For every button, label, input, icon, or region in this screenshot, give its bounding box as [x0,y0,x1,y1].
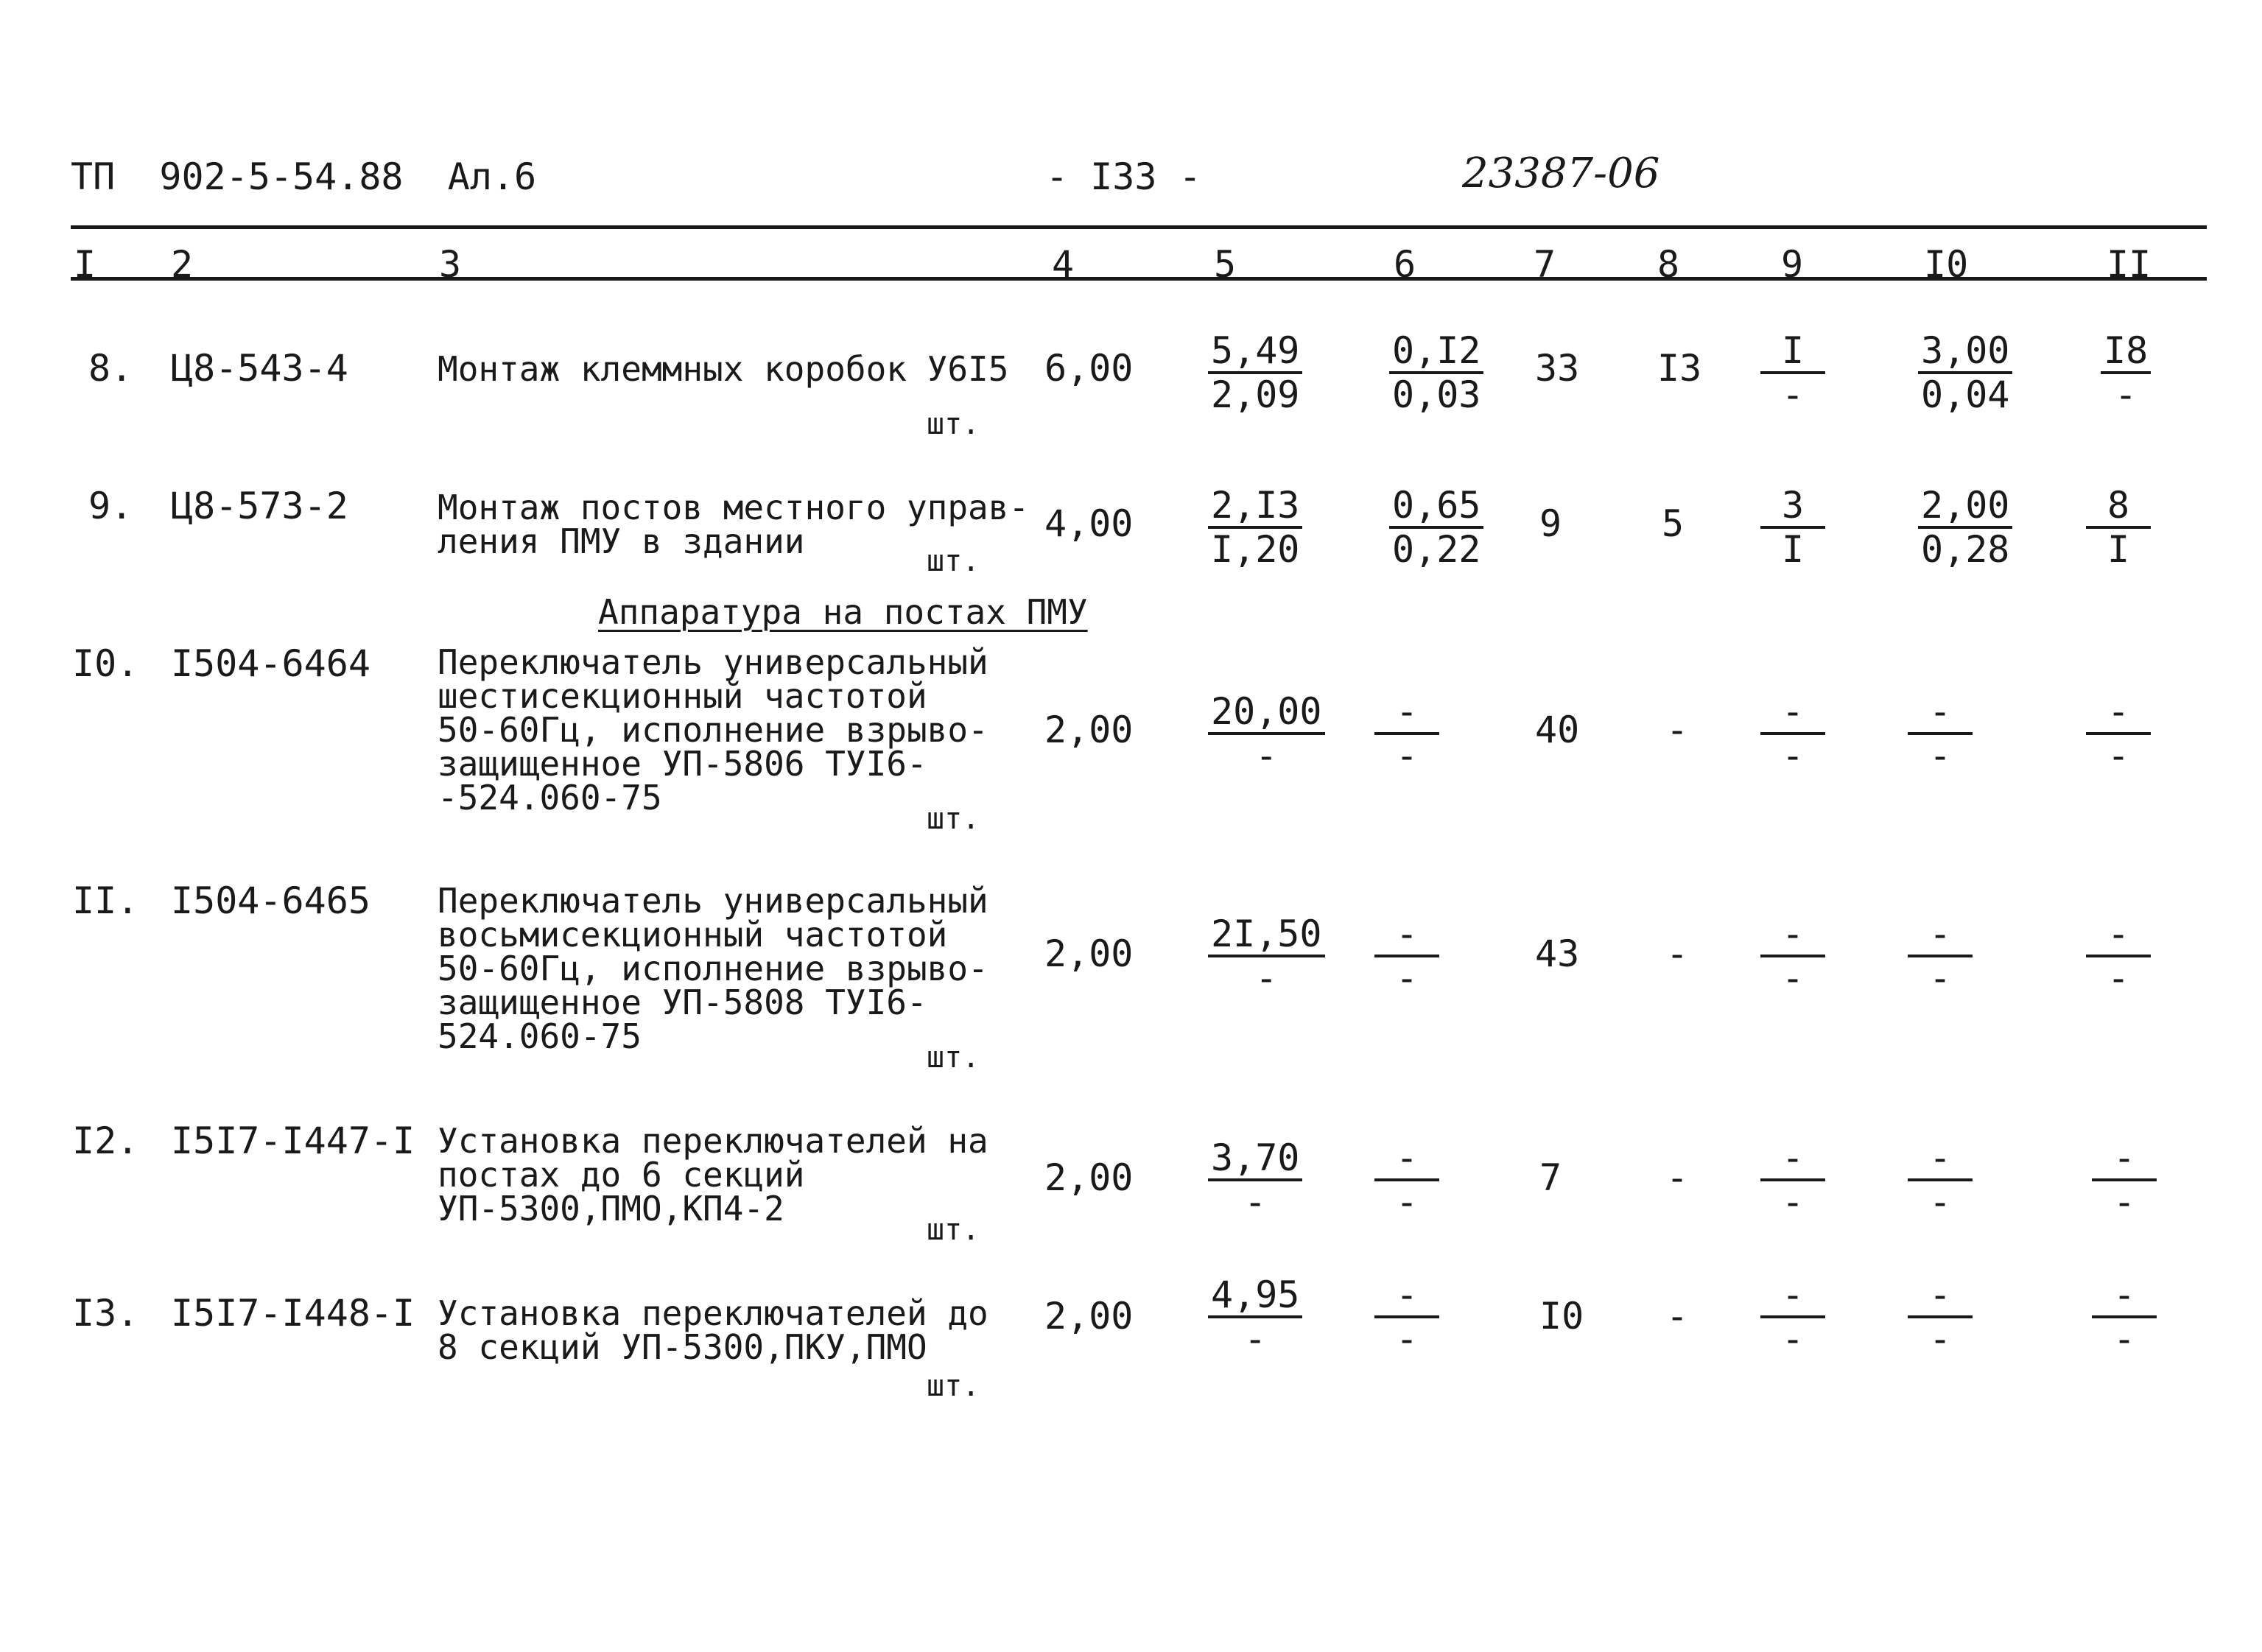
col-9: 9 [1781,243,1804,286]
row-number: I0. [72,642,139,685]
cell-col7: 7 [1539,1156,1562,1199]
row-code: Ц8-573-2 [171,485,348,527]
cell-col8: - [1666,709,1689,751]
row-desc-line: Монтаж клеммных коробок У6I5 [438,349,1009,389]
cell-col11: - - [2092,1274,2157,1360]
cell-col10: - - [1908,1274,1973,1360]
cell-col10: $\frac{3,00}{0,04}$ [1918,330,2012,415]
cell-col8: I3 [1657,347,1702,390]
row-desc-line: -524.060-75 [438,778,662,818]
cell-col5: $\frac{5,49}{2,09}$ [1208,330,1302,415]
cell-col5: $\frac{2,I3}{I,20}$ [1208,485,1302,570]
cell-col8: - [1666,1156,1689,1199]
row-desc-line: 50-60Гц, исполнение взрыво- [438,710,988,750]
header-top-rule [71,225,2207,229]
cell-col9: - - [1760,1137,1825,1223]
row-desc-line: 50-60Гц, исполнение взрыво- [438,949,988,988]
row-qty: 2,00 [1044,709,1134,751]
cell-col11: $\frac{8}{I}$ [2086,485,2151,570]
col-6: 6 [1394,243,1416,286]
cell-col9: - - [1760,913,1825,999]
row-unit: шт. [927,1213,980,1247]
row-qty: 4,00 [1044,502,1134,545]
cell-col9: I - [1760,330,1825,415]
cell-col7: 43 [1535,932,1580,975]
col-8: 8 [1657,243,1680,286]
row-desc-line: 8 секций УП-5300,ПКУ,ПМО [438,1327,927,1367]
cell-col9: - - [1760,1274,1825,1360]
inventory-number: 23387-06 [1462,150,1660,197]
cell-col8: - [1666,932,1689,975]
cell-col8: 5 [1662,502,1685,545]
row-unit: шт. [927,1041,980,1075]
row-qty: 6,00 [1044,347,1134,390]
row-desc-line: УП-5300,ПМО,КП4-2 [438,1189,784,1229]
cell-col6: - - [1374,913,1439,999]
row-desc-line: восьмисекционный частотой [438,915,948,955]
cell-col10: - - [1908,913,1973,999]
row-unit: шт. [927,1369,980,1403]
row-qty: 2,00 [1044,1295,1134,1338]
cell-col5: 3,70 - [1208,1137,1302,1223]
row-desc-line: 524.060-75 [438,1016,642,1056]
cell-col6: $\frac{0,I2}{0,03}$ [1389,330,1483,415]
cell-col6: $\frac{0,65}{0,22}$ [1389,485,1483,570]
row-number: I3. [72,1292,139,1335]
row-desc-line: Переключатель универсальный [438,881,988,921]
cell-col6: - - [1374,1274,1439,1360]
row-qty: 2,00 [1044,932,1134,975]
col-2: 2 [171,243,194,286]
col-1: I [74,243,96,286]
row-desc-line: ления ПМУ в здании [438,521,805,561]
row-code: I504-6465 [171,879,370,922]
col-5: 5 [1214,243,1237,286]
cell-col8: - [1666,1295,1689,1338]
row-number: II. [72,879,139,922]
row-desc-line: защищенное УП-5808 ТУI6- [438,983,927,1022]
cell-col5: 2I,50 - [1208,913,1325,999]
col-3: 3 [439,243,462,286]
row-unit: шт. [927,802,980,836]
row-qty: 2,00 [1044,1156,1134,1199]
cell-col6: - - [1374,1137,1439,1223]
cell-col10: - - [1908,691,1973,776]
row-number: I2. [72,1120,139,1162]
row-unit: шт. [927,544,980,578]
page-number: - I33 - [1046,155,1201,198]
row-desc-line: постах до 6 секций [438,1155,805,1195]
col-4: 4 [1052,243,1075,286]
header-bottom-rule [71,277,2207,281]
cell-col7: 33 [1535,347,1580,390]
cell-col5: 4,95 - [1208,1274,1302,1360]
row-desc-line: шестисекционный частотой [438,676,927,716]
row-code: I5I7-I447-I [171,1120,415,1162]
row-unit: шт. [927,407,980,441]
col-11: II [2107,243,2152,286]
row-number: 9. [88,485,133,527]
row-code: I504-6464 [171,642,370,685]
cell-col7: 9 [1539,502,1562,545]
row-desc-line: Установка переключателей до [438,1293,988,1333]
cell-col7: 40 [1535,709,1580,751]
row-desc-line: Установка переключателей на [438,1121,988,1161]
row-desc-line: защищенное УП-5806 ТУI6- [438,744,927,784]
section-heading: Аппаратура на постах ПМУ [598,592,1088,632]
cell-col9: $\frac{3}{I}$ [1760,485,1825,570]
row-number: 8. [88,347,133,390]
cell-col10: $\frac{2,00}{0,28}$ [1918,485,2012,570]
cell-col11: I8 - [2101,330,2151,415]
col-7: 7 [1534,243,1556,286]
cell-col11: - - [2092,1137,2157,1223]
cell-col9: - - [1760,691,1825,776]
row-desc-line: Монтаж постов местного управ- [438,488,1030,527]
cell-col5: 20,00 - [1208,691,1325,776]
doc-code: ТП 902-5-54.88 Ал.6 [71,155,537,198]
row-code: I5I7-I448-I [171,1292,415,1335]
cell-col6: - - [1374,691,1439,776]
cell-col11: - - [2086,913,2151,999]
cell-col7: I0 [1539,1295,1584,1338]
cell-col10: - - [1908,1137,1973,1223]
row-desc-line: Переключатель универсальный [438,642,988,682]
cell-col11: - - [2086,691,2151,776]
row-code: Ц8-543-4 [171,347,348,390]
col-10: I0 [1924,243,1969,286]
